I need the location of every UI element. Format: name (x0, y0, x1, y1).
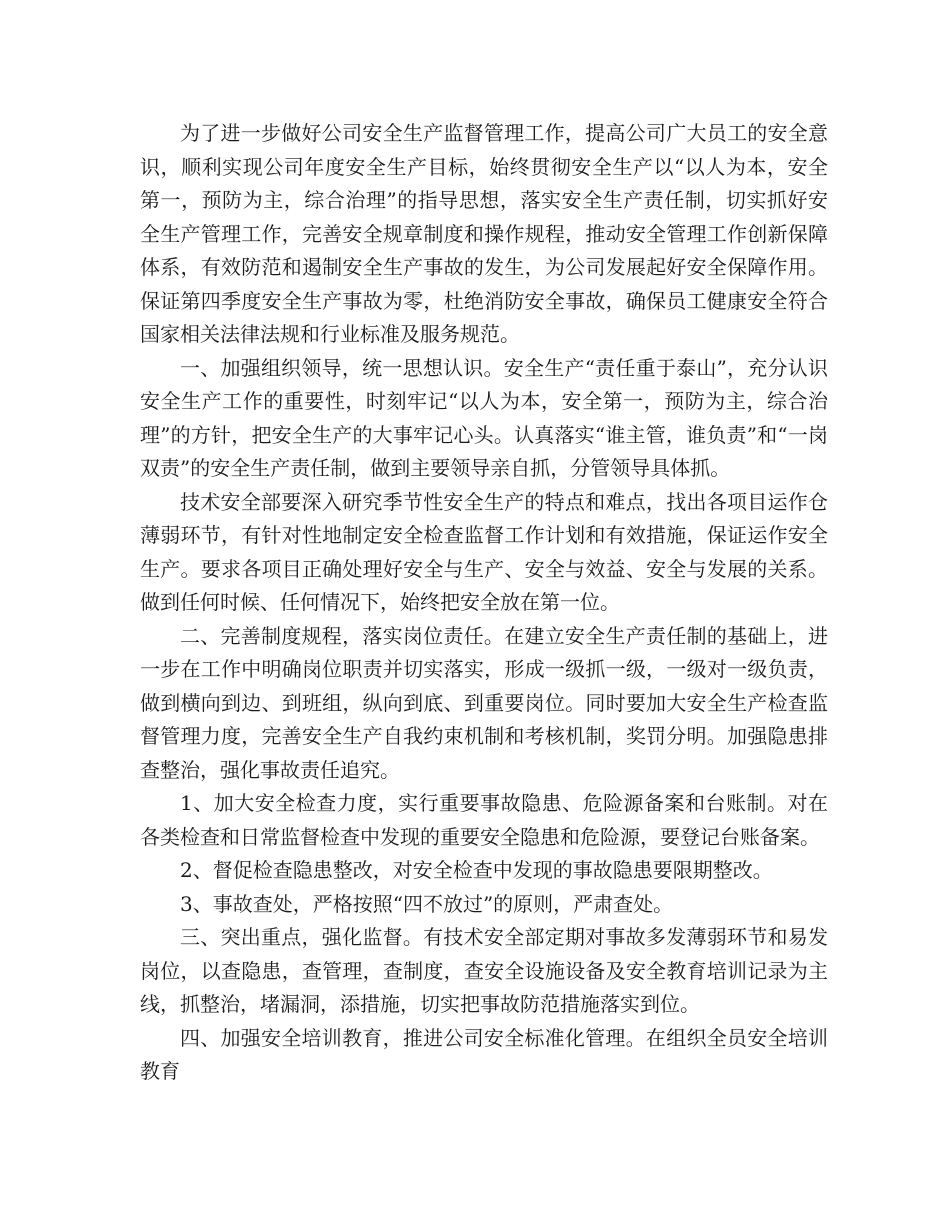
paragraph-tech-safety: 技术安全部要深入研究季节性安全生产的特点和难点，找出各项目运作仓薄弱环节，有针对性地制定安全检查监督工作计划和有效措施，保证运作安全生产。要求各项目正确处理好安全与生产、安全与效益、安全与发展的关系。做到任何时候、任何情况下，始终把安全放在第一位。 (140, 489, 828, 614)
paragraph-section-4: 四、加强安全培训教育，推进公司安全标准化管理。在组织全员安全培训教育 (140, 1025, 828, 1083)
paragraph-section-1: 一、加强组织领导，统一思想认识。安全生产“责任重于泰山”，充分认识安全生产工作的重要性，时刻牢记“以人为本，安全第一，预防为主，综合治理”的方针，把安全生产的大事牢记心头。认真落实“谁主管，谁负责”和“一岗双责”的安全生产责任制，做到主要领导亲自抓，分管领导具体抓。 (140, 355, 828, 480)
paragraph-section-2: 二、完善制度规程，落实岗位责任。在建立安全生产责任制的基础上，进一步在工作中明确岗位职责并切实落实，形成一级抓一级，一级对一级负责，做到横向到边、到班组，纵向到底、到重要岗位。同时要加大安全生产检查监督管理力度，完善安全生产自我约束机制和考核机制，奖罚分明。加强隐患排查整治，强化事故责任追究。 (140, 623, 828, 782)
paragraph-intro: 为了进一步做好公司安全生产监督管理工作，提高公司广大员工的安全意识，顺利实现公司年度安全生产目标，始终贯彻安全生产以“以人为本，安全第一，预防为主，综合治理”的指导思想，落实安全生产责任制，切实抓好安全生产管理工作，完善安全规章制度和操作规程，推动安全管理工作创新保障体系，有效防范和遏制安全生产事故的发生，为公司发展起好安全保障作用。保证第四季度安全生产事故为零，杜绝消防安全事故，确保员工健康安全符合国家相关法律法规和行业标准及服务规范。 (140, 121, 828, 346)
paragraph-item-1: 1、加大安全检查力度，实行重要事故隐患、危险源备案和台账制。对在各类检查和日常监督检查中发现的重要安全隐患和危险源，要登记台账备案。 (140, 791, 828, 849)
paragraph-item-2: 2、督促检查隐患整改，对安全检查中发现的事故隐患要限期整改。 (180, 858, 773, 882)
paragraph-section-3: 三、突出重点，强化监督。有技术安全部定期对事故多发薄弱环节和易发岗位，以查隐患，查管理，查制度，查安全设施设备及安全教育培训记录为主线，抓整治，堵漏洞，添措施，切实把事故防范措施落实到位。 (140, 925, 828, 1016)
paragraph-item-3: 3、事故查处，严格按照“四不放过”的原则，严肃查处。 (180, 891, 674, 916)
document-body (140, 117, 828, 1089)
